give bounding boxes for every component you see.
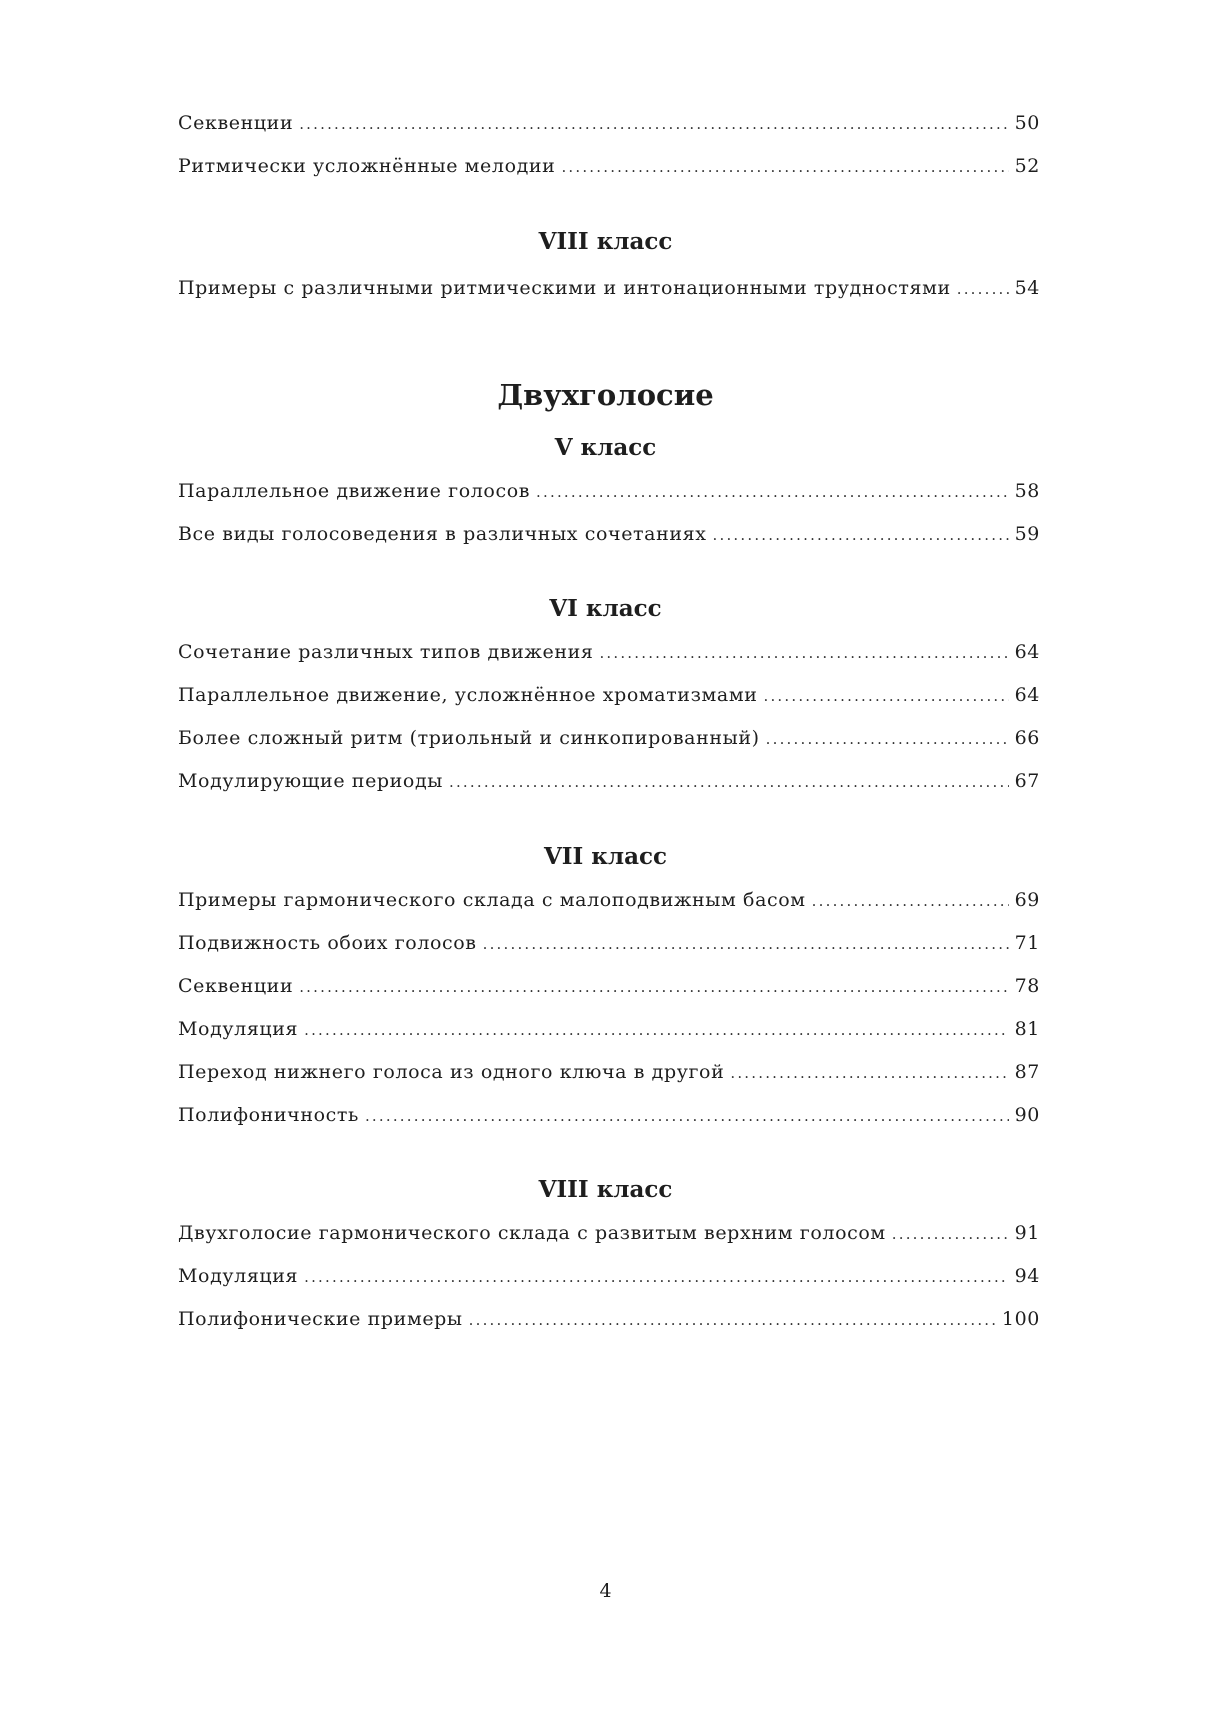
leader-dots xyxy=(713,526,1009,544)
toc-entry-page: 90 xyxy=(1014,1104,1040,1126)
toc-entry-title: Параллельное движение голосов xyxy=(178,480,531,502)
toc-entry-title: Модуляция xyxy=(178,1265,299,1287)
toc-entry-title: Подвижность обоих голосов xyxy=(178,932,477,954)
toc-entry-title: Модулирующие периоды xyxy=(178,770,443,792)
toc-entry[interactable] xyxy=(178,1308,1040,1338)
toc-entry[interactable] xyxy=(178,727,1040,757)
leader-dots xyxy=(730,1064,1008,1082)
toc-entry[interactable] xyxy=(178,1061,1040,1091)
leader-dots xyxy=(599,644,1008,662)
toc-entry-page: 67 xyxy=(1014,770,1040,792)
toc-entry-title: Переход нижнего голоса из одного ключа в другой xyxy=(178,1061,725,1083)
toc-entry-page: 54 xyxy=(1014,277,1040,299)
leader-dots xyxy=(561,158,1008,176)
leader-dots xyxy=(483,935,1009,953)
toc-entry[interactable] xyxy=(178,684,1040,714)
toc-entry-page: 91 xyxy=(1014,1222,1040,1244)
leader-dots xyxy=(763,687,1008,705)
toc-entry-page: 64 xyxy=(1014,684,1040,706)
toc-entry-page: 81 xyxy=(1014,1018,1040,1040)
toc-entry-title: Все виды голосоведения в различных сочетаниях xyxy=(178,523,707,545)
toc-entry-title: Полифоничность xyxy=(178,1104,359,1126)
section-heading: VII класс xyxy=(543,843,668,870)
leader-dots xyxy=(812,892,1009,910)
toc-entry-page: 52 xyxy=(1014,155,1040,177)
toc-entry-title: Более сложный ритм (триольный и синкопированный) xyxy=(178,727,760,749)
toc-entry[interactable] xyxy=(178,641,1040,671)
leader-dots xyxy=(299,115,1008,133)
toc-entry-title: Двухголосие гармонического склада с развитым верхним голосом xyxy=(178,1222,886,1244)
toc-entry[interactable] xyxy=(178,932,1040,962)
toc-entry-title: Сочетание различных типов движения xyxy=(178,641,594,663)
toc-entry[interactable] xyxy=(178,1018,1040,1048)
toc-entry-page: 78 xyxy=(1014,975,1040,997)
part-title: Двухголосие xyxy=(497,378,714,412)
page-number: 4 xyxy=(599,1580,612,1602)
section-heading: VI класс xyxy=(549,595,662,622)
toc-entry-title: Секвенции xyxy=(178,975,294,997)
toc-entry-title: Примеры гармонического склада с малоподвижным басом xyxy=(178,889,806,911)
toc-entry[interactable] xyxy=(178,480,1040,510)
toc-entry-page: 58 xyxy=(1014,480,1040,502)
toc-entry-page: 71 xyxy=(1014,932,1040,954)
leader-dots xyxy=(536,483,1009,501)
toc-entry[interactable] xyxy=(178,1104,1040,1134)
leader-dots xyxy=(469,1311,996,1329)
toc-entry-title: Полифонические примеры xyxy=(178,1308,463,1330)
leader-dots xyxy=(365,1107,1009,1125)
section-heading: V класс xyxy=(554,434,657,461)
leader-dots xyxy=(449,773,1009,791)
toc-entry-page: 59 xyxy=(1014,523,1040,545)
toc-entry-title: Ритмически усложнённые мелодии xyxy=(178,155,556,177)
toc-entry-page: 64 xyxy=(1014,641,1040,663)
toc-entry-page: 69 xyxy=(1014,889,1040,911)
toc-entry[interactable] xyxy=(178,155,1040,185)
toc-entry[interactable] xyxy=(178,112,1040,142)
toc-entry[interactable] xyxy=(178,1222,1040,1252)
leader-dots xyxy=(766,730,1009,748)
toc-entry[interactable] xyxy=(178,523,1040,553)
toc-entry-page: 87 xyxy=(1014,1061,1040,1083)
toc-entry-title: Секвенции xyxy=(178,112,294,134)
toc-entry-title: Параллельное движение, усложнённое хроматизмами xyxy=(178,684,758,706)
leader-dots xyxy=(304,1268,1009,1286)
leader-dots xyxy=(304,1021,1009,1039)
toc-entry-page: 94 xyxy=(1014,1265,1040,1287)
leader-dots xyxy=(892,1225,1009,1243)
toc-entry[interactable] xyxy=(178,770,1040,800)
toc-entry[interactable] xyxy=(178,1265,1040,1295)
toc-entry[interactable] xyxy=(178,277,1040,307)
section-heading: VIII класс xyxy=(538,1176,673,1203)
toc-entry-page: 50 xyxy=(1014,112,1040,134)
leader-dots xyxy=(957,280,1009,298)
toc-entry-title: Примеры с различными ритмическими и интонационными трудностями xyxy=(178,277,951,299)
toc-entry-page: 66 xyxy=(1014,727,1040,749)
toc-entry-title: Модуляция xyxy=(178,1018,299,1040)
toc-entry-page: 100 xyxy=(1001,1308,1040,1330)
toc-entry[interactable] xyxy=(178,889,1040,919)
toc-entry[interactable] xyxy=(178,975,1040,1005)
section-heading: VIII класс xyxy=(538,228,673,255)
leader-dots xyxy=(299,978,1008,996)
